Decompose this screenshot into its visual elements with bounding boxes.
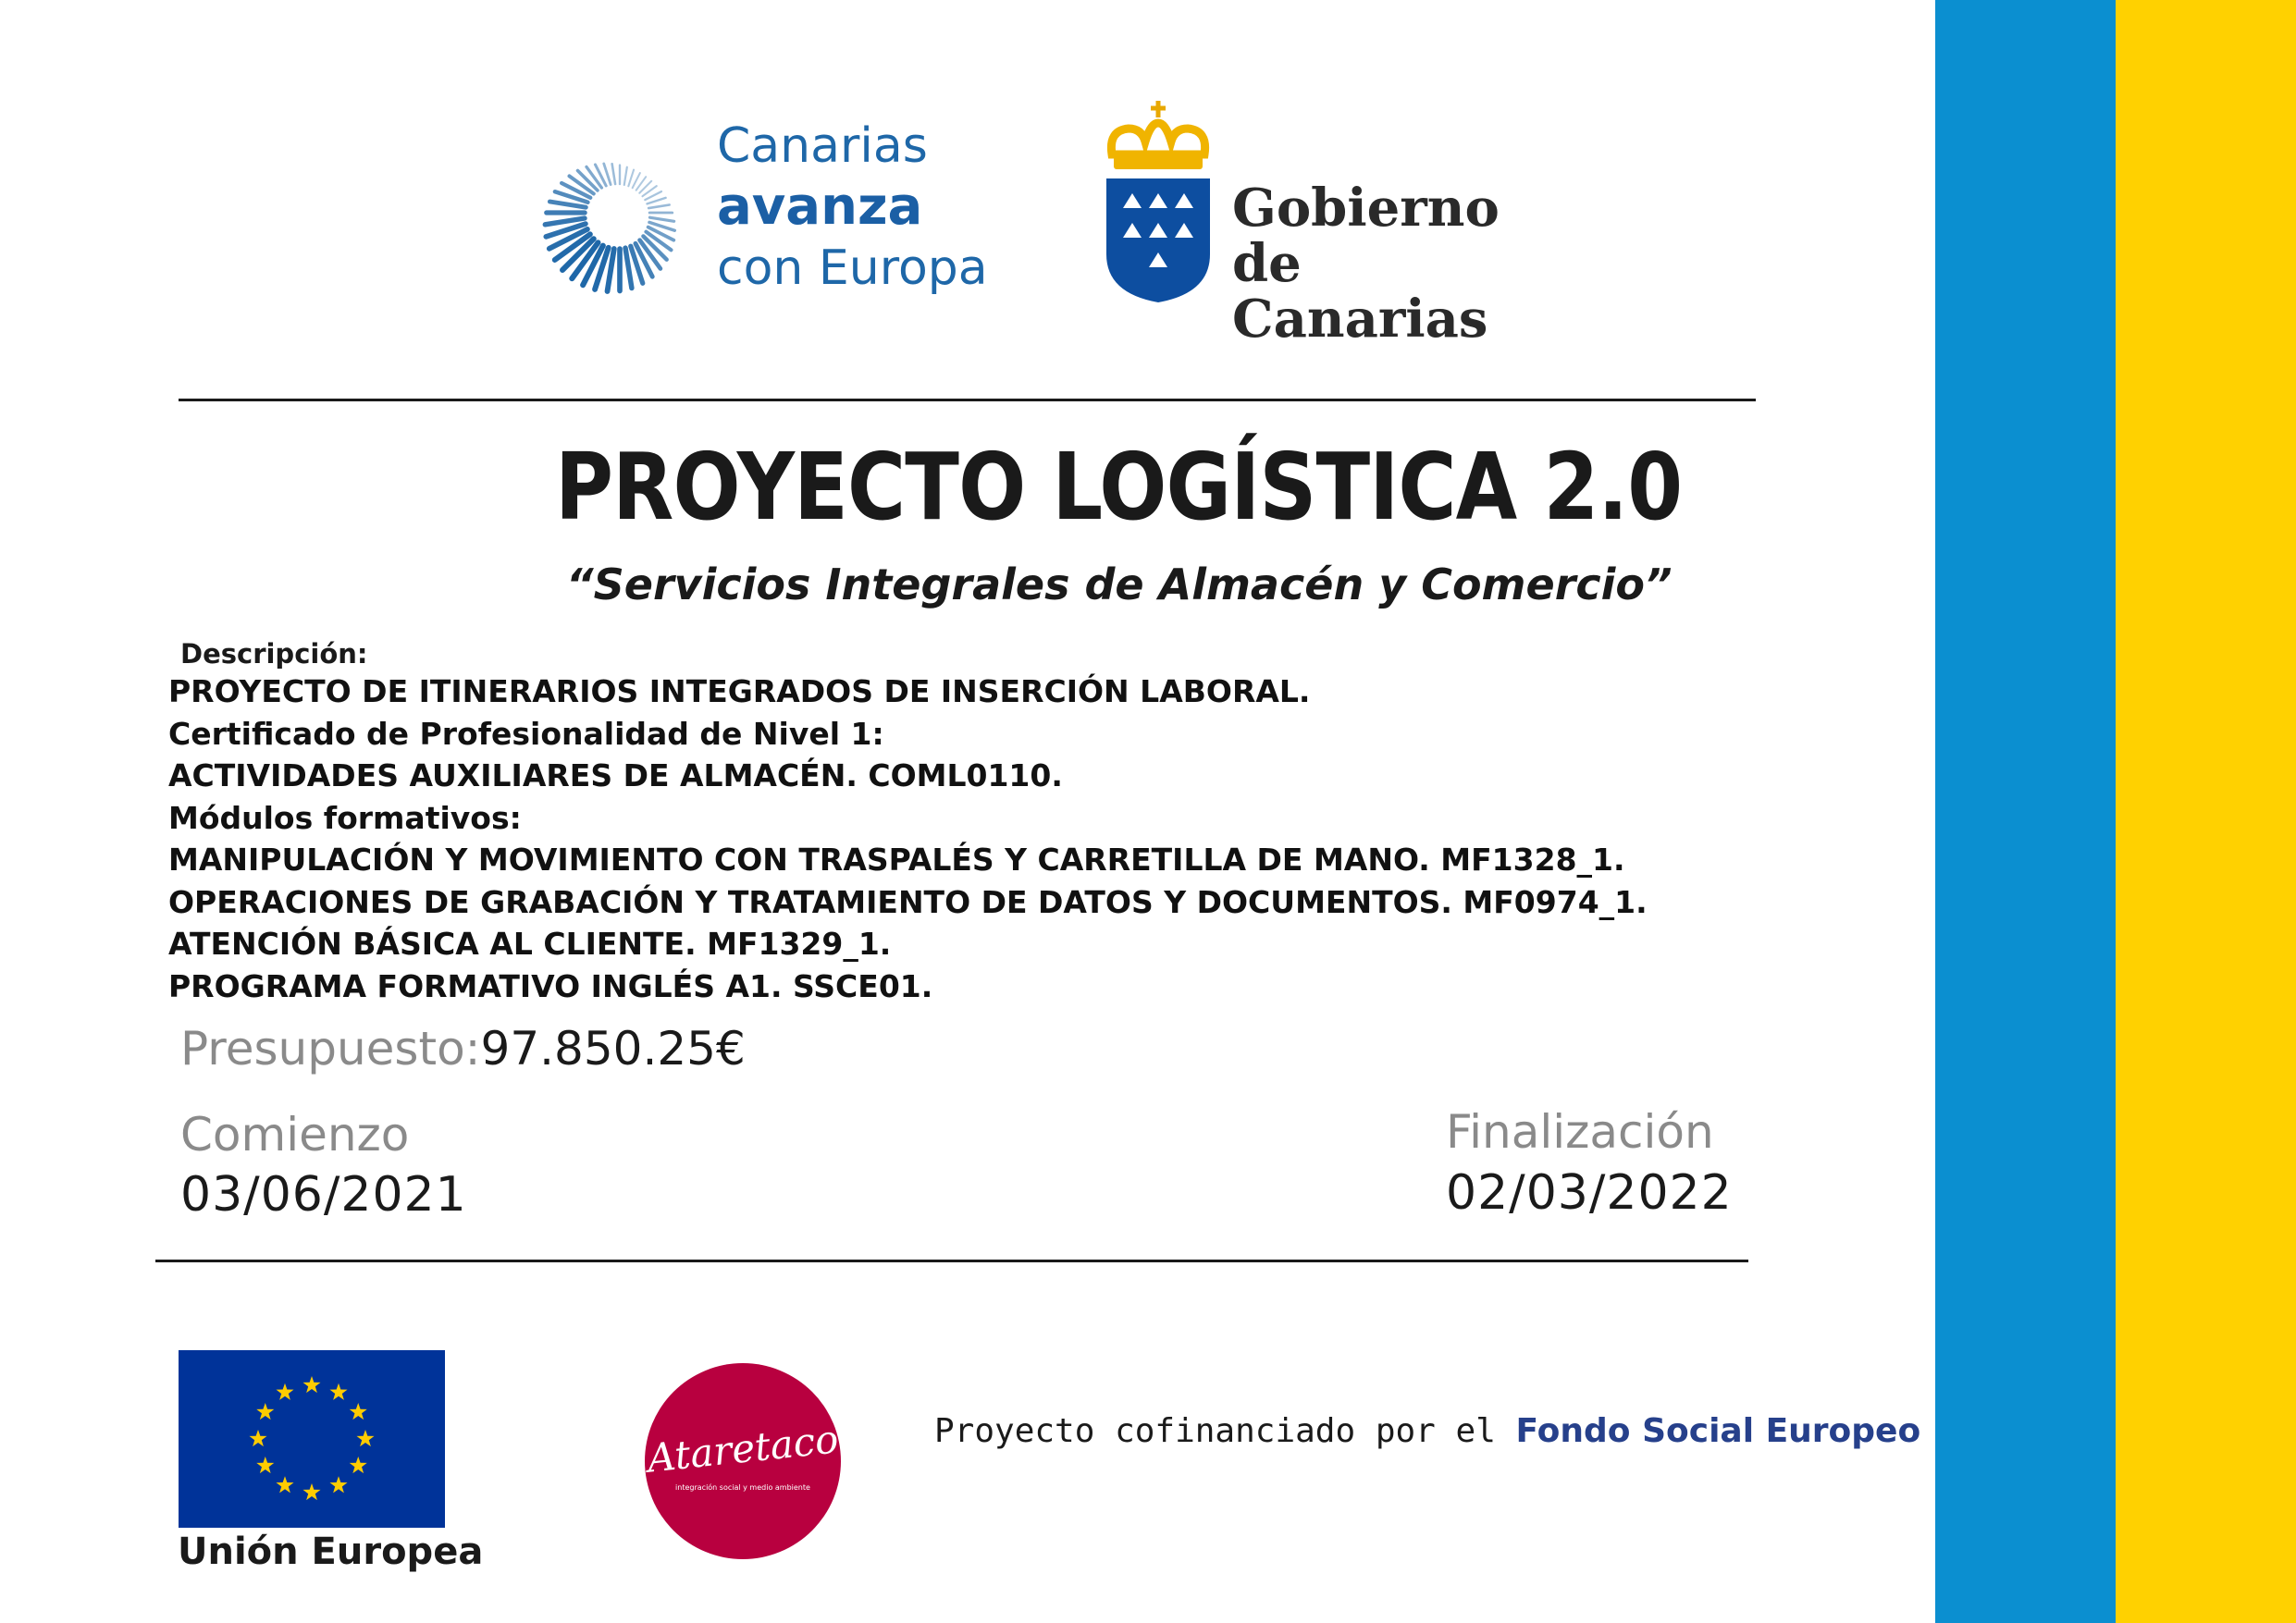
eu-star-icon [329, 1383, 347, 1400]
end-label: Finalización [1446, 1105, 1714, 1159]
eu-star-icon [302, 1376, 320, 1393]
gobierno-text-line2: de Canarias [1232, 233, 1488, 350]
ataretaco-logo [645, 1363, 841, 1559]
eu-stars-icon [179, 1350, 445, 1528]
burst-ray [624, 167, 627, 185]
budget-value: 97.850.25€ [480, 1022, 746, 1076]
eu-star-icon [276, 1476, 293, 1493]
logo-text-line2: avanza [717, 177, 923, 237]
description-line: Certificado de Profesionalidad de Nivel 1: [168, 715, 884, 752]
eu-star-icon [276, 1383, 293, 1400]
gobierno-canarias-logo [1101, 97, 1563, 350]
blue-stripe [1935, 0, 2116, 1623]
burst-ray [549, 202, 586, 207]
cofinanced-note [934, 1412, 1920, 1450]
budget-label: Presupuesto: [180, 1022, 481, 1076]
logo-text-line1: Canarias [717, 118, 928, 174]
cofinanced-prefix: Proyecto cofinanciado por el [934, 1412, 1516, 1450]
description-label: Descripción: [180, 638, 368, 670]
eu-star-icon [329, 1476, 347, 1493]
eu-star-icon [350, 1403, 367, 1420]
description-line: PROGRAMA FORMATIVO INGLÉS A1. SSCE01. [168, 967, 933, 1004]
burst-ray [628, 170, 634, 187]
coat-of-arms-icon [1101, 97, 1216, 310]
end-date: 02/03/2022 [1446, 1165, 1733, 1221]
description-line: Módulos formativos: [168, 799, 522, 836]
top-divider [179, 399, 1756, 401]
eu-star-icon [302, 1483, 320, 1500]
canarias-avanza-logo [537, 116, 1018, 310]
radial-burst-icon [537, 125, 703, 301]
fondo-social-europeo: Fondo Social Europeo [1515, 1412, 1921, 1450]
description-line: PROYECTO DE ITINERARIOS INTEGRADOS DE INSERCIÓN LABORAL. [168, 673, 1311, 709]
eu-star-icon [249, 1430, 266, 1446]
ataretaco-tagline: integración social y medio ambiente [675, 1483, 810, 1492]
eu-star-icon [350, 1457, 367, 1473]
start-label: Comienzo [180, 1108, 410, 1162]
burst-ray [648, 198, 666, 204]
eu-star-icon [256, 1457, 274, 1473]
burst-ray [612, 164, 615, 184]
bottom-divider [155, 1260, 1748, 1262]
yellow-stripe [2116, 0, 2296, 1623]
burst-ray [649, 217, 673, 221]
eu-flag [179, 1350, 445, 1528]
budget [180, 1022, 746, 1076]
burst-ray [648, 205, 669, 209]
page-title: PROYECTO LOGÍSTICA 2.0 [555, 433, 1683, 541]
description-line: ACTIVIDADES AUXILIARES DE ALMACÉN. COML0110. [168, 757, 1063, 793]
description-line: OPERACIONES DE GRABACIÓN Y TRATAMIENTO DE DATOS Y DOCUMENTOS. MF0974_1. [168, 883, 1648, 920]
description-line: ATENCIÓN BÁSICA AL CLIENTE. MF1329_1. [168, 926, 892, 962]
start-date: 03/06/2021 [180, 1167, 467, 1223]
page-subtitle: “Servicios Integrales de Almacén y Comercio” [566, 559, 1673, 609]
ataretaco-name: Ataretaco [645, 1416, 841, 1482]
gobierno-text-line1: Gobierno [1232, 178, 1500, 239]
eu-label: Unión Europea [178, 1531, 484, 1573]
logo-text-line3: con Europa [717, 240, 988, 296]
eu-star-icon [256, 1403, 274, 1420]
description-line: MANIPULACIÓN Y MOVIMIENTO CON TRASPALÉS Y CARRETILLA DE MANO. MF1328_1. [168, 842, 1625, 878]
description-body [168, 670, 1833, 1007]
eu-star-icon [356, 1430, 374, 1446]
